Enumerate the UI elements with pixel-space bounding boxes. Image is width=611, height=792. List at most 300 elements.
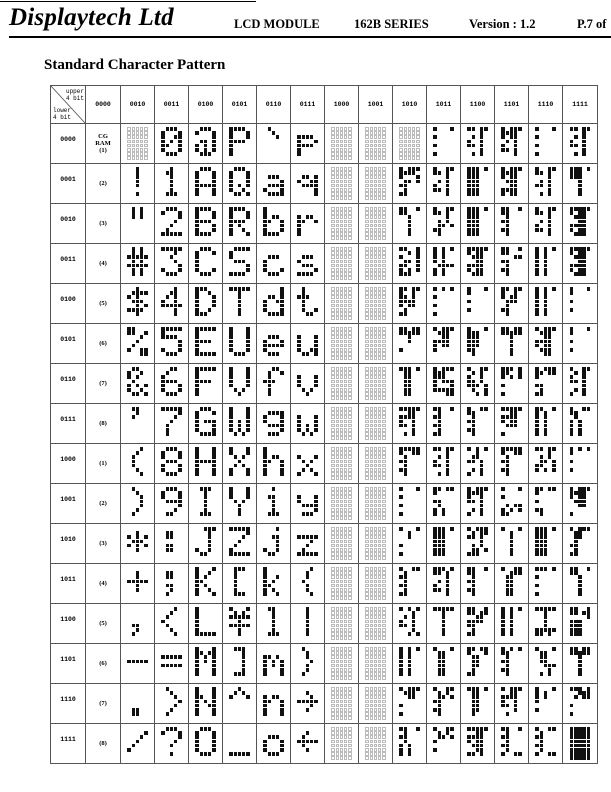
char-cell-1111-0000 xyxy=(563,124,598,164)
char-glyph xyxy=(297,527,317,560)
char-glyph xyxy=(161,167,181,200)
char-glyph xyxy=(195,207,215,240)
char-glyph xyxy=(297,287,317,320)
char-glyph xyxy=(195,647,215,680)
row-code-label: 1000 xyxy=(60,456,76,463)
row-code-1010 xyxy=(51,524,86,564)
column-header-1011: 1011 xyxy=(427,86,461,124)
char-cell-0111-1101 xyxy=(291,644,325,684)
char-cell-1001-1101 xyxy=(359,644,393,684)
char-glyph xyxy=(570,447,590,480)
char-cell-0010-1010 xyxy=(121,524,155,564)
char-cell-1111-1010 xyxy=(563,524,598,564)
char-glyph xyxy=(161,247,181,280)
char-cell-0100-0100 xyxy=(189,284,223,324)
char-glyph xyxy=(297,647,317,680)
char-glyph xyxy=(467,327,487,360)
char-cell-1111-1001 xyxy=(563,484,598,524)
char-glyph xyxy=(535,167,555,200)
char-glyph xyxy=(501,367,521,400)
char-glyph xyxy=(195,367,215,400)
char-cell-0010-0101 xyxy=(121,324,155,364)
char-cell-1011-0000 xyxy=(427,124,461,164)
char-glyph xyxy=(570,567,590,600)
char-cell-1001-0011 xyxy=(359,244,393,284)
char-glyph xyxy=(229,647,249,680)
char-glyph xyxy=(297,247,317,280)
char-cell-1110-0001 xyxy=(529,164,563,204)
char-cell-1000-1111 xyxy=(325,724,359,764)
char-cell-1110-1110 xyxy=(529,684,563,724)
char-cell-1101-1011 xyxy=(495,564,529,604)
char-cell-0110-0000 xyxy=(257,124,291,164)
char-glyph xyxy=(467,167,487,200)
row-code-label: 0110 xyxy=(60,376,76,383)
char-cell-1100-1011 xyxy=(461,564,495,604)
char-glyph xyxy=(535,287,555,320)
table-row xyxy=(51,564,598,604)
char-cell-0101-1000 xyxy=(223,444,257,484)
char-cell-0101-0101 xyxy=(223,324,257,364)
char-cell-0101-0110 xyxy=(223,364,257,404)
char-cell-0110-0111 xyxy=(257,404,291,444)
char-cell-0111-1100 xyxy=(291,604,325,644)
char-glyph xyxy=(161,527,181,560)
char-glyph xyxy=(467,207,487,240)
char-cell-1001-0000 xyxy=(359,124,393,164)
char-cell-0000-1000: (1) xyxy=(86,444,121,484)
blank-glyph xyxy=(331,207,351,240)
char-cell-0101-1110 xyxy=(223,684,257,724)
char-cell-0110-1011 xyxy=(257,564,291,604)
blank-glyph xyxy=(331,167,351,200)
char-glyph xyxy=(195,167,215,200)
char-glyph xyxy=(535,127,555,160)
char-glyph xyxy=(399,327,419,360)
char-cell-1011-1010 xyxy=(427,524,461,564)
char-cell-1100-0000 xyxy=(461,124,495,164)
column-header-1100: 1100 xyxy=(461,86,495,124)
char-cell-0000-0101: (6) xyxy=(86,324,121,364)
char-cell-0100-0101 xyxy=(189,324,223,364)
row-code-label: 0001 xyxy=(60,176,76,183)
char-cell-0011-0010 xyxy=(155,204,189,244)
column-header-0010: 0010 xyxy=(121,86,155,124)
blank-glyph xyxy=(365,327,385,360)
char-glyph xyxy=(229,407,249,440)
character-pattern-table xyxy=(50,85,598,764)
char-cell-1001-1110 xyxy=(359,684,393,724)
char-glyph xyxy=(399,447,419,480)
char-cell-0111-0100 xyxy=(291,284,325,324)
blank-glyph xyxy=(365,527,385,560)
char-glyph xyxy=(263,127,283,160)
char-glyph xyxy=(501,567,521,600)
char-glyph xyxy=(263,687,283,720)
char-cell-1100-1000 xyxy=(461,444,495,484)
char-cell-1101-1101 xyxy=(495,644,529,684)
char-glyph xyxy=(263,527,283,560)
blank-glyph xyxy=(365,407,385,440)
char-glyph xyxy=(501,447,521,480)
char-cell-1110-1000 xyxy=(529,444,563,484)
char-glyph xyxy=(433,607,453,640)
char-cell-0110-1100 xyxy=(257,604,291,644)
char-cell-1110-0000 xyxy=(529,124,563,164)
char-glyph xyxy=(399,687,419,720)
char-cell-0110-0100 xyxy=(257,284,291,324)
table-row xyxy=(51,324,598,364)
char-glyph xyxy=(535,247,555,280)
char-glyph xyxy=(399,727,419,760)
char-glyph xyxy=(535,207,555,240)
char-cell-1010-0011 xyxy=(393,244,427,284)
char-glyph xyxy=(127,487,147,520)
char-cell-1110-1001 xyxy=(529,484,563,524)
char-cell-1111-1000 xyxy=(563,444,598,484)
char-glyph xyxy=(433,447,453,480)
char-glyph xyxy=(297,487,317,520)
char-glyph xyxy=(570,607,590,640)
char-cell-0011-0011 xyxy=(155,244,189,284)
block-glyph xyxy=(570,727,590,760)
char-glyph xyxy=(229,367,249,400)
char-cell-1000-1010 xyxy=(325,524,359,564)
char-glyph xyxy=(433,247,453,280)
char-cell-1000-1001 xyxy=(325,484,359,524)
blank-glyph xyxy=(331,367,351,400)
char-glyph xyxy=(161,647,181,680)
char-glyph xyxy=(127,567,147,600)
blank-glyph xyxy=(331,127,351,160)
char-cell-0000-1100: (5) xyxy=(86,604,121,644)
char-cell-0011-0111 xyxy=(155,404,189,444)
char-cell-1010-1101 xyxy=(393,644,427,684)
char-glyph xyxy=(467,247,487,280)
char-cell-0000-1010: (3) xyxy=(86,524,121,564)
char-cell-1101-1110 xyxy=(495,684,529,724)
blank-glyph xyxy=(365,567,385,600)
blank-glyph xyxy=(365,247,385,280)
char-glyph xyxy=(229,567,249,600)
char-glyph xyxy=(570,407,590,440)
char-cell-0100-1000 xyxy=(189,444,223,484)
char-glyph xyxy=(399,647,419,680)
char-cell-1110-0101 xyxy=(529,324,563,364)
char-cell-1010-0111 xyxy=(393,404,427,444)
char-cell-1010-1011 xyxy=(393,564,427,604)
module-label: LCD MODULE xyxy=(234,17,320,31)
char-glyph xyxy=(263,647,283,680)
char-cell-1100-0001 xyxy=(461,164,495,204)
char-cell-1010-0010 xyxy=(393,204,427,244)
row-code-0010 xyxy=(51,204,86,244)
char-glyph xyxy=(501,287,521,320)
char-cell-0011-0110 xyxy=(155,364,189,404)
column-header-0111: 0111 xyxy=(291,86,325,124)
column-header-0000: 0000 xyxy=(86,86,121,124)
blank-glyph xyxy=(331,727,351,760)
char-glyph xyxy=(570,327,590,360)
char-glyph xyxy=(433,287,453,320)
char-cell-1001-1100 xyxy=(359,604,393,644)
char-cell-0010-1100 xyxy=(121,604,155,644)
series-label: 162B SERIES xyxy=(354,17,429,31)
char-glyph xyxy=(433,487,453,520)
char-cell-0010-1011 xyxy=(121,564,155,604)
blank-glyph xyxy=(331,327,351,360)
char-glyph xyxy=(570,527,590,560)
row-code-label: 0111 xyxy=(60,416,76,423)
char-cell-1100-0100 xyxy=(461,284,495,324)
char-cell-1010-1000 xyxy=(393,444,427,484)
char-glyph xyxy=(570,687,590,720)
char-cell-0101-1001 xyxy=(223,484,257,524)
char-glyph xyxy=(263,167,283,200)
char-glyph xyxy=(433,527,453,560)
row-code-1000 xyxy=(51,444,86,484)
char-cell-0011-1000 xyxy=(155,444,189,484)
char-cell-1110-1010 xyxy=(529,524,563,564)
char-cell-1010-1100 xyxy=(393,604,427,644)
char-cell-1000-1110 xyxy=(325,684,359,724)
char-cell-0110-1000 xyxy=(257,444,291,484)
char-glyph xyxy=(433,327,453,360)
char-cell-1001-1010 xyxy=(359,524,393,564)
char-cell-0111-1000 xyxy=(291,444,325,484)
row-code-label: 0100 xyxy=(60,296,76,303)
char-glyph xyxy=(399,367,419,400)
char-cell-1110-0011 xyxy=(529,244,563,284)
char-cell-1001-0100 xyxy=(359,284,393,324)
char-cell-0010-0111 xyxy=(121,404,155,444)
char-glyph xyxy=(229,287,249,320)
char-cell-0010-0011 xyxy=(121,244,155,284)
char-cell-1100-1100 xyxy=(461,604,495,644)
table-row xyxy=(51,524,598,564)
char-cell-0101-0100 xyxy=(223,284,257,324)
row-code-label: 0101 xyxy=(60,336,76,343)
blank-glyph xyxy=(331,527,351,560)
char-glyph xyxy=(263,567,283,600)
char-glyph xyxy=(263,727,283,760)
char-glyph xyxy=(570,127,590,160)
char-glyph xyxy=(297,367,317,400)
char-cell-0000-0000: CG RAM (1) xyxy=(86,124,121,164)
character-pattern-body xyxy=(51,124,598,764)
char-cell-0000-0110: (7) xyxy=(86,364,121,404)
char-cell-0110-1010 xyxy=(257,524,291,564)
char-glyph xyxy=(433,687,453,720)
table-row xyxy=(51,484,598,524)
char-glyph xyxy=(467,487,487,520)
row-code-label: 0000 xyxy=(60,136,76,143)
char-cell-0000-0100: (5) xyxy=(86,284,121,324)
char-cell-1100-1010 xyxy=(461,524,495,564)
char-cell-1001-1111 xyxy=(359,724,393,764)
column-header-0101: 0101 xyxy=(223,86,257,124)
char-cell-1101-0111 xyxy=(495,404,529,444)
char-glyph xyxy=(161,727,181,760)
char-glyph xyxy=(229,447,249,480)
char-glyph xyxy=(127,607,147,640)
char-cell-0010-0100 xyxy=(121,284,155,324)
char-cell-1011-0111 xyxy=(427,404,461,444)
blank-glyph xyxy=(331,647,351,680)
char-glyph xyxy=(263,447,283,480)
row-code-0110 xyxy=(51,364,86,404)
char-glyph xyxy=(501,607,521,640)
char-cell-1100-1001 xyxy=(461,484,495,524)
char-cell-0101-0001 xyxy=(223,164,257,204)
char-cell-0100-1111 xyxy=(189,724,223,764)
column-header-0110: 0110 xyxy=(257,86,291,124)
char-glyph xyxy=(229,247,249,280)
char-glyph xyxy=(570,287,590,320)
char-glyph xyxy=(399,247,419,280)
char-cell-0110-1101 xyxy=(257,644,291,684)
char-cell-1100-0101 xyxy=(461,324,495,364)
char-cell-1101-0010 xyxy=(495,204,529,244)
char-glyph xyxy=(570,167,590,200)
char-glyph xyxy=(399,167,419,200)
char-glyph xyxy=(127,367,147,400)
char-cell-1110-0100 xyxy=(529,284,563,324)
blank-glyph xyxy=(331,287,351,320)
char-glyph xyxy=(297,727,317,760)
char-glyph xyxy=(570,207,590,240)
char-cell-0110-0101 xyxy=(257,324,291,364)
char-glyph xyxy=(501,527,521,560)
char-glyph xyxy=(501,327,521,360)
char-cell-0010-0000 xyxy=(121,124,155,164)
blank-glyph xyxy=(365,607,385,640)
char-cell-1100-1101 xyxy=(461,644,495,684)
char-cell-1110-1111 xyxy=(529,724,563,764)
char-cell-1010-1111 xyxy=(393,724,427,764)
char-glyph xyxy=(570,247,590,280)
char-cell-1000-0010 xyxy=(325,204,359,244)
char-glyph xyxy=(433,647,453,680)
row-code-1011 xyxy=(51,564,86,604)
char-cell-1101-0000 xyxy=(495,124,529,164)
char-cell-0000-0001: (2) xyxy=(86,164,121,204)
char-glyph xyxy=(161,327,181,360)
char-glyph xyxy=(467,567,487,600)
header-top-line xyxy=(0,1,256,2)
char-cell-1001-1001 xyxy=(359,484,393,524)
table-row xyxy=(51,604,598,644)
char-cell-1100-1110 xyxy=(461,684,495,724)
blank-glyph xyxy=(365,367,385,400)
char-glyph xyxy=(263,327,283,360)
char-cell-1000-0001 xyxy=(325,164,359,204)
char-cell-0110-1001 xyxy=(257,484,291,524)
header-rule xyxy=(9,36,611,38)
char-glyph xyxy=(195,607,215,640)
char-glyph xyxy=(195,407,215,440)
char-cell-1101-0101 xyxy=(495,324,529,364)
char-cell-1001-1000 xyxy=(359,444,393,484)
char-cell-1110-1101 xyxy=(529,644,563,684)
table-row xyxy=(51,164,598,204)
char-glyph xyxy=(535,687,555,720)
char-cell-0010-1101 xyxy=(121,644,155,684)
char-cell-0000-1111: (8) xyxy=(86,724,121,764)
char-glyph xyxy=(433,367,453,400)
char-cell-0110-0010 xyxy=(257,204,291,244)
page-number: P.7 of xyxy=(577,17,607,31)
char-cell-0010-0010 xyxy=(121,204,155,244)
char-cell-1100-0110 xyxy=(461,364,495,404)
table-row xyxy=(51,124,598,164)
char-cell-1010-0101 xyxy=(393,324,427,364)
char-cell-0000-1011: (4) xyxy=(86,564,121,604)
row-code-label: 1110 xyxy=(60,696,76,703)
char-cell-1110-0010 xyxy=(529,204,563,244)
char-cell-1010-0000 xyxy=(393,124,427,164)
char-cell-0011-1001 xyxy=(155,484,189,524)
blank-glyph xyxy=(365,287,385,320)
row-code-0001 xyxy=(51,164,86,204)
char-glyph xyxy=(195,127,215,160)
char-cell-1101-1000 xyxy=(495,444,529,484)
char-glyph xyxy=(467,647,487,680)
row-code-label: 1011 xyxy=(60,576,76,583)
table-row xyxy=(51,244,598,284)
char-cell-1011-1111 xyxy=(427,724,461,764)
char-cell-0010-0110 xyxy=(121,364,155,404)
char-cell-0010-1000 xyxy=(121,444,155,484)
blank-glyph xyxy=(365,687,385,720)
char-glyph xyxy=(433,727,453,760)
table-row xyxy=(51,364,598,404)
char-glyph xyxy=(263,207,283,240)
char-glyph xyxy=(433,407,453,440)
row-code-label: 1101 xyxy=(60,656,76,663)
char-cell-0011-1111 xyxy=(155,724,189,764)
char-glyph xyxy=(161,367,181,400)
char-cell-0011-1010 xyxy=(155,524,189,564)
blank-glyph xyxy=(331,487,351,520)
char-cell-1101-0110 xyxy=(495,364,529,404)
char-glyph xyxy=(467,367,487,400)
char-glyph xyxy=(535,327,555,360)
char-glyph xyxy=(501,647,521,680)
char-cell-1100-0011 xyxy=(461,244,495,284)
char-glyph xyxy=(229,167,249,200)
char-cell-1111-0011 xyxy=(563,244,598,284)
char-cell-1000-0100 xyxy=(325,284,359,324)
char-glyph xyxy=(161,127,181,160)
char-glyph xyxy=(263,607,283,640)
char-cell-1011-1100 xyxy=(427,604,461,644)
char-glyph xyxy=(263,367,283,400)
row-code-0000 xyxy=(51,124,86,164)
brand-name: Displaytech Ltd xyxy=(9,4,174,31)
char-glyph xyxy=(229,607,249,640)
char-cell-1111-1110 xyxy=(563,684,598,724)
blank-glyph xyxy=(365,447,385,480)
char-cell-0011-1100 xyxy=(155,604,189,644)
char-cell-0101-1101 xyxy=(223,644,257,684)
char-glyph xyxy=(501,247,521,280)
char-cell-0110-0011 xyxy=(257,244,291,284)
char-glyph xyxy=(161,407,181,440)
char-cell-1000-1000 xyxy=(325,444,359,484)
column-header-0100: 0100 xyxy=(189,86,223,124)
table-corner xyxy=(51,86,86,124)
